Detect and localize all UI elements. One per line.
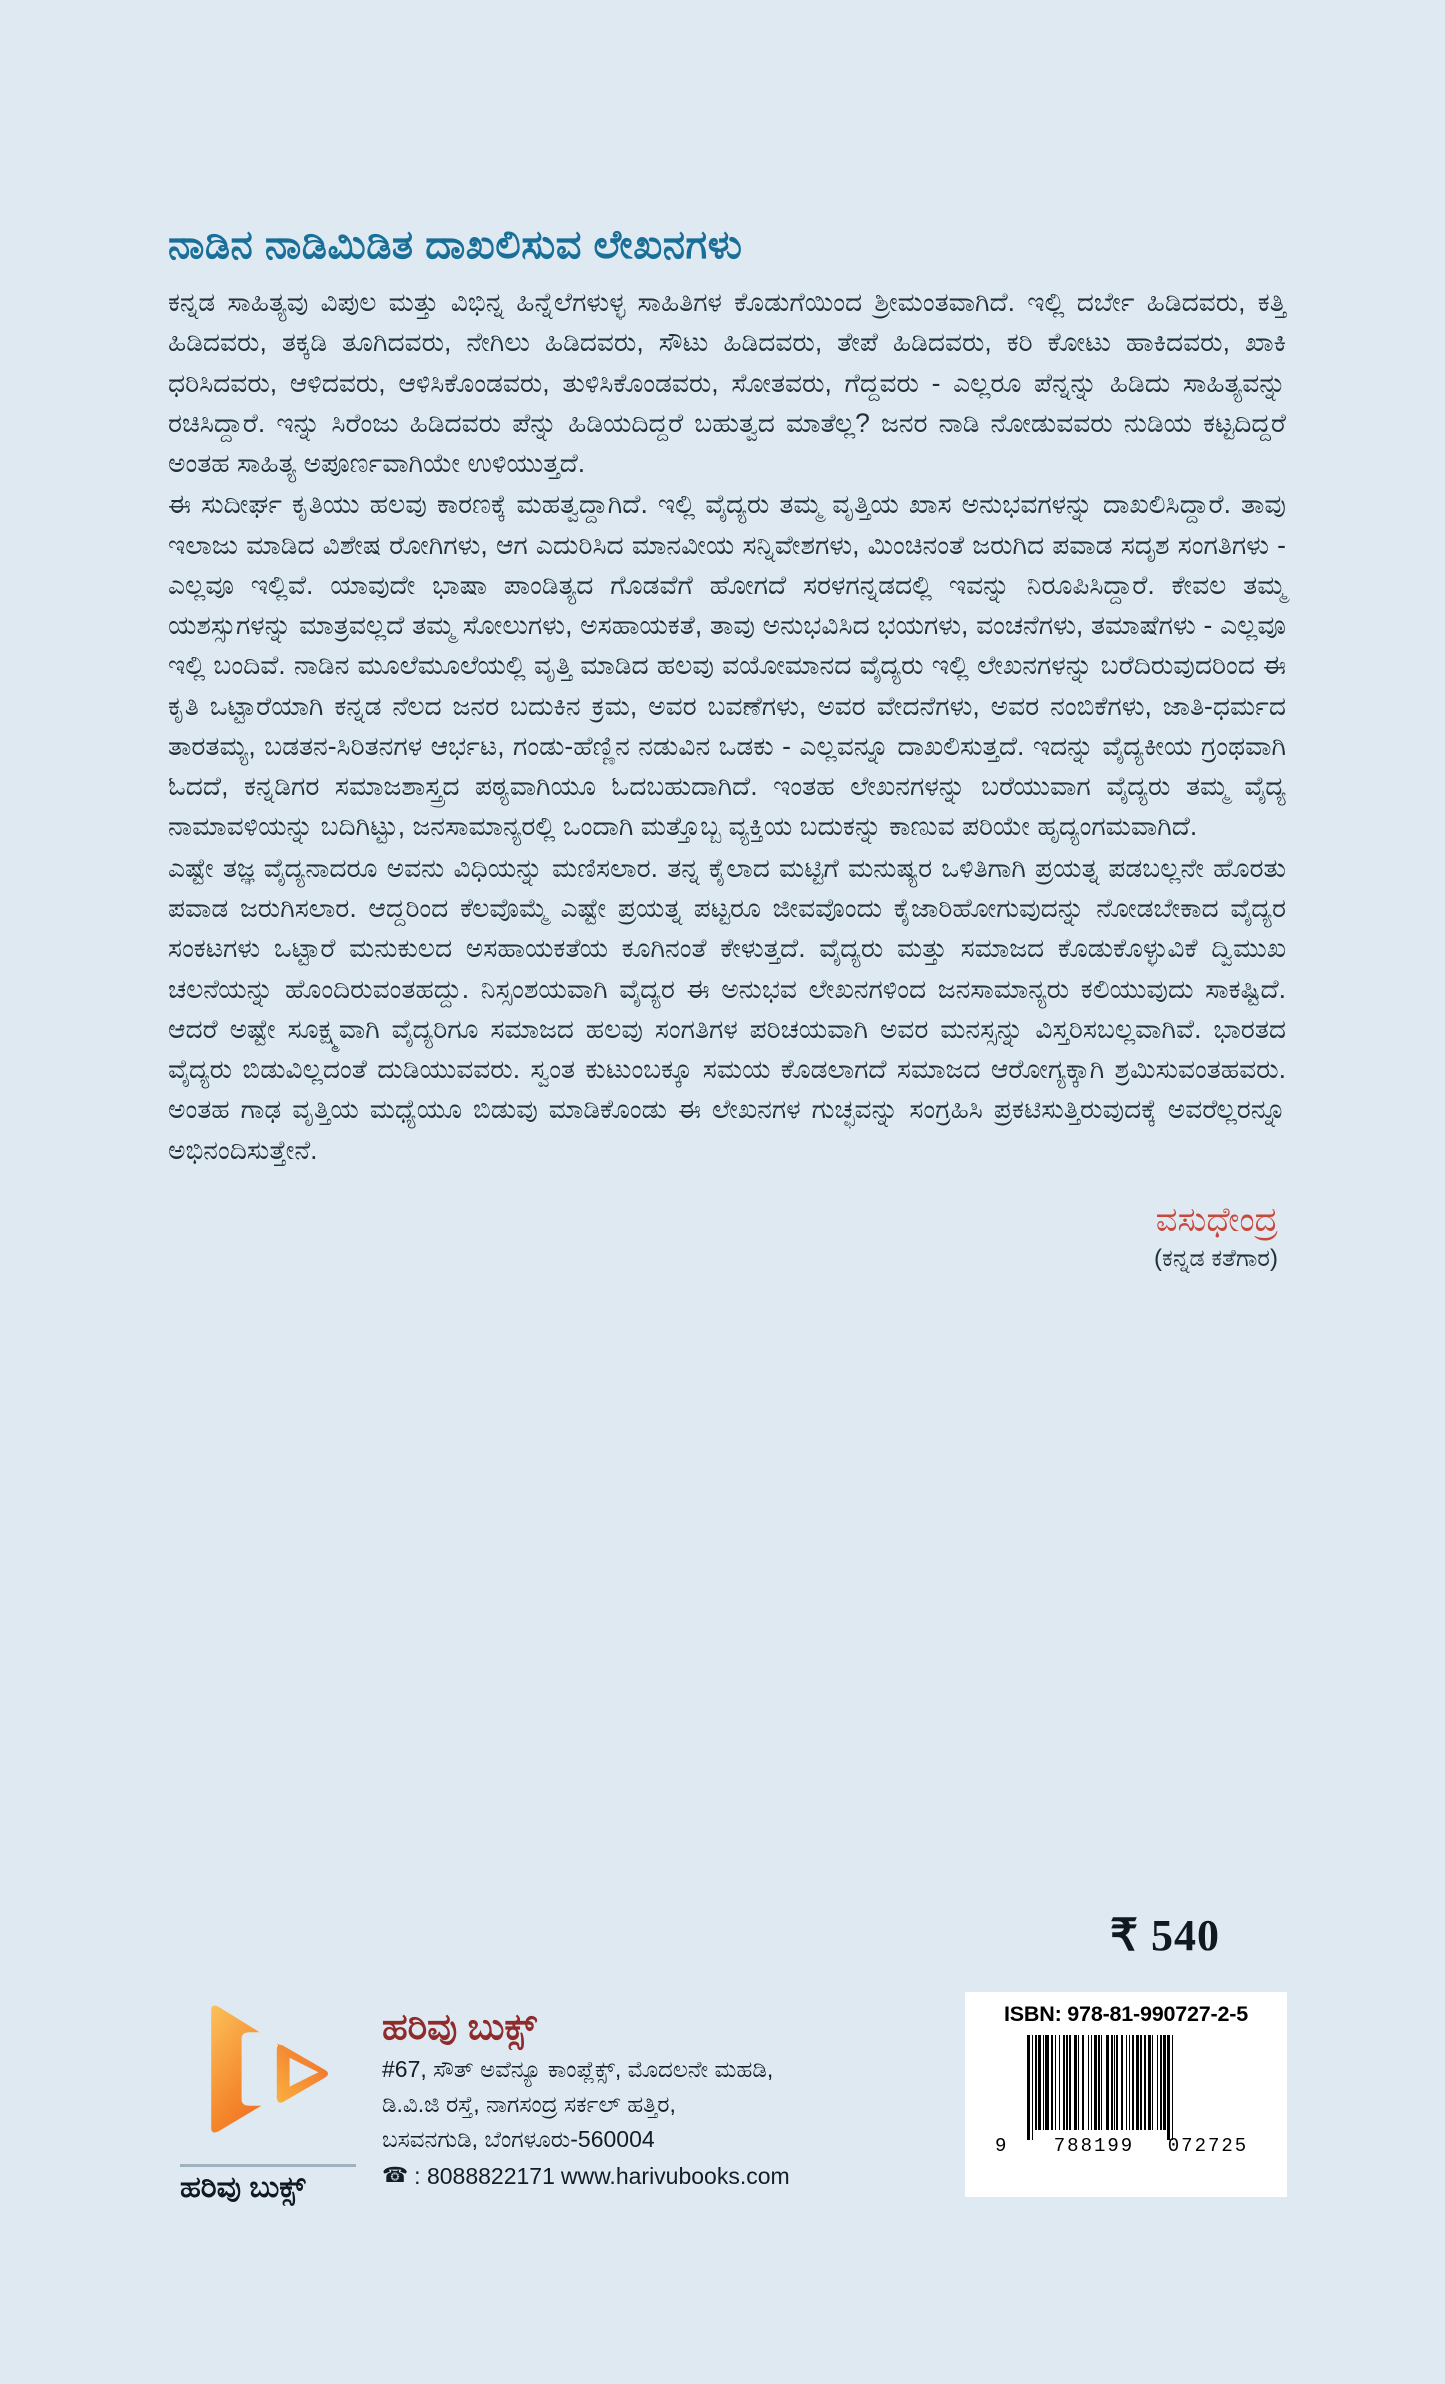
isbn-number: ISBN: 978-81-990727-2-5 xyxy=(1004,2002,1248,2026)
barcode-digit-group-2: 072725 xyxy=(1167,2135,1249,2157)
blurb-section xyxy=(168,222,1286,1274)
harivu-books-logo-icon xyxy=(192,1989,352,2149)
blurb-paragraph-3: ಎಷ್ಟೇ ತಜ್ಞ ವೈದ್ಯನಾದರೂ ಅವನು ವಿಧಿಯನ್ನು ಮಣಿಸಲಾರ. ತನ್ನ ಕೈಲಾದ ಮಟ್ಟಿಗೆ ಮನುಷ್ಯರ ಒಳಿತಿಗಾಗಿ ಪ್ರಯತ್ನ ಪಡಬಲ್ಲನೇ ಹೊರತು ಪವಾಡ ಜರುಗಿಸಲಾರ. ಆದ್ದರಿಂದ ಕೆಲವೊಮ್ಮೆ ಎಷ್ಟೇ ಪ್ರಯತ್ನ ಪಟ್ಟರೂ ಜೀವವೊಂದು ಕೈಜಾರಿಹೋಗುವುದನ್ನು ನೋಡಬೇಕಾದ ವೈದ್ಯರ ಸಂಕಟಗಳು ಒಟ್ಟಾರೆ ಮನುಕುಲದ ಅಸಹಾಯಕತೆಯ ಕೂಗಿನಂತೆ ಕೇಳುತ್ತದೆ. ವೈದ್ಯರು ಮತ್ತು ಸಮಾಜದ ಕೊಡುಕೊಳ್ಳುವಿಕೆ ದ್ವಿಮುಖ ಚಲನೆಯನ್ನು ಹೊಂದಿರುವಂತಹದ್ದು. ನಿಸ್ಸಂಶಯವಾಗಿ ವೈದ್ಯರ ಈ ಅನುಭವ ಲೇಖನಗಳಿಂದ ಜನಸಾಮಾನ್ಯರು ಕಲಿಯುವುದು ಸಾಕಷ್ಟಿದೆ. ಆದರೆ ಅಷ್ಟೇ ಸೂಕ್ಷ್ಮವಾಗಿ ವೈದ್ಯರಿಗೂ ಸಮಾಜದ ಹಲವು ಸಂಗತಿಗಳ ಪರಿಚಯವಾಗಿ ಅವರ ಮನಸ್ಸನ್ನು ವಿಸ್ತರಿಸಬಲ್ಲವಾಗಿವೆ. ಭಾರತದ ವೈದ್ಯರು ಬಿಡುವಿಲ್ಲದಂತೆ ದುಡಿಯುವವರು. ಸ್ವಂತ ಕುಟುಂಬಕ್ಕೂ ಸಮಯ ಕೊಡಲಾಗದೆ ಸಮಾಜದ ಆರೋಗ್ಯಕ್ಕಾಗಿ ಶ್ರಮಿಸುವಂತಹವರು. ಅಂತಹ ಗಾಢ ವೃತ್ತಿಯ ಮಧ್ಯೆಯೂ ಬಿಡುವು ಮಾಡಿಕೊಂಡು ಈ ಲೇಖನಗಳ ಗುಚ್ಛವನ್ನು ಸಂಗ್ರಹಿಸಿ ಪ್ರಕಟಿಸುತ್ತಿರುವುದಕ್ಕೆ ಅವರೆಲ್ಲರನ್ನೂ ಅಭಿನಂದಿಸುತ್ತೇನೆ. xyxy=(168,852,1286,1165)
publisher-name: ಹರಿವು ಬುಕ್ಸ್ xyxy=(382,2006,537,2047)
publisher-logo-column xyxy=(176,1985,376,2203)
publisher-phone: : 8088822171 xyxy=(414,2162,555,2189)
cover-footer xyxy=(0,1910,1445,2240)
blurb-paragraph-2: ಈ ಸುದೀರ್ಘ ಕೃತಿಯು ಹಲವು ಕಾರಣಕ್ಕೆ ಮಹತ್ವದ್ದಾಗಿದೆ. ಇಲ್ಲಿ ವೈದ್ಯರು ತಮ್ಮ ವೃತ್ತಿಯ ಖಾಸ ಅನುಭವಗಳನ್ನು ದಾಖಲಿಸಿದ್ದಾರೆ. ತಾವು ಇಲಾಜು ಮಾಡಿದ ವಿಶೇಷ ರೋಗಿಗಳು, ಆಗ ಎದುರಿಸಿದ ಮಾನವೀಯ ಸನ್ನಿವೇಶಗಳು, ಮಿಂಚಿನಂತೆ ಜರುಗಿದ ಪವಾಡ ಸದೃಶ ಸಂಗತಿಗಳು - ಎಲ್ಲವೂ ಇಲ್ಲಿವೆ. ಯಾವುದೇ ಭಾಷಾ ಪಾಂಡಿತ್ಯದ ಗೊಡವೆಗೆ ಹೋಗದೆ ಸರಳಗನ್ನಡದಲ್ಲಿ ಇವನ್ನು ನಿರೂಪಿಸಿದ್ದಾರೆ. ಕೇವಲ ತಮ್ಮ ಯಶಸ್ಸುಗಳನ್ನು ಮಾತ್ರವಲ್ಲದೆ ತಮ್ಮ ಸೋಲುಗಳು, ಅಸಹಾಯಕತೆ, ತಾವು ಅನುಭವಿಸಿದ ಭಯಗಳು, ವಂಚನೆಗಳು, ತಮಾಷೆಗಳು - ಎಲ್ಲವೂ ಇಲ್ಲಿ ಬಂದಿವೆ. ನಾಡಿನ ಮೂಲೆಮೂಲೆಯಲ್ಲಿ ವೃತ್ತಿ ಮಾಡಿದ ಹಲವು ವಯೋಮಾನದ ವೈದ್ಯರು ಇಲ್ಲಿ ಲೇಖನಗಳನ್ನು ಬರೆದಿರುವುದರಿಂದ ಈ ಕೃತಿ ಒಟ್ಟಾರೆಯಾಗಿ ಕನ್ನಡ ನೆಲದ ಜನರ ಬದುಕಿನ ಕ್ರಮ, ಅವರ ಬವಣೆಗಳು, ಅವರ ವೇದನೆಗಳು, ಅವರ ನಂಬಿಕೆಗಳು, ಜಾತಿ-ಧರ್ಮದ ತಾರತಮ್ಯ, ಬಡತನ-ಸಿರಿತನಗಳ ಆರ್ಭಟ, ಗಂಡು-ಹೆಣ್ಣಿನ ನಡುವಿನ ಒಡಕು - ಎಲ್ಲವನ್ನೂ ದಾಖಲಿಸುತ್ತದೆ. ಇದನ್ನು ವೈದ್ಯಕೀಯ ಗ್ರಂಥವಾಗಿ ಓದದೆ, ಕನ್ನಡಿಗರ ಸಮಾಜಶಾಸ್ತ್ರದ ಪಠ್ಯವಾಗಿಯೂ ಓದಬಹುದಾಗಿದೆ. ಇಂತಹ ಲೇಖನಗಳನ್ನು ಬರೆಯುವಾಗ ವೈದ್ಯರು ತಮ್ಮ ವೈದ್ಯ ನಾಮಾವಳಿಯನ್ನು ಬದಿಗಿಟ್ಟು, ಜನಸಾಮಾನ್ಯರಲ್ಲಿ ಒಂದಾಗಿ ಮತ್ತೊಬ್ಬ ವ್ಯಕ್ತಿಯ ಬದುಕನ್ನು ಕಾಣುವ ಪರಿಯೇ ಹೃದ್ಯಂಗಮವಾಗಿದೆ. xyxy=(168,489,1286,842)
signature-block xyxy=(168,1200,1286,1274)
logo-divider xyxy=(180,2164,356,2167)
blurb-paragraph-1: ಕನ್ನಡ ಸಾಹಿತ್ಯವು ವಿಪುಲ ಮತ್ತು ವಿಭಿನ್ನ ಹಿನ್ನೆಲೆಗಳುಳ್ಳ ಸಾಹಿತಿಗಳ ಕೊಡುಗೆಯಿಂದ ಶ್ರೀಮಂತವಾಗಿದೆ. ಇಲ್ಲಿ ದರ್ಬೇ ಹಿಡಿದವರು, ಕತ್ತಿ ಹಿಡಿದವರು, ತಕ್ಕಡಿ ತೂಗಿದವರು, ನೇಗಿಲು ಹಿಡಿದವರು, ಸೌಟು ಹಿಡಿದವರು, ತೇಪೆ ಹಿಡಿದವರು, ಕರಿ ಕೋಟು ಹಾಕಿದವರು, ಖಾಕಿ ಧರಿಸಿದವರು, ಆಳಿದವರು, ಆಳಿಸಿಕೊಂಡವರು, ತುಳಿಸಿಕೊಂಡವರು, ಸೋತವರು, ಗೆದ್ದವರು - ಎಲ್ಲರೂ ಪೆನ್ನನ್ನು ಹಿಡಿದು ಸಾಹಿತ್ಯವನ್ನು ರಚಿಸಿದ್ದಾರೆ. ಇನ್ನು ಸಿರೆಂಜು ಹಿಡಿದವರು ಪೆನ್ನು ಹಿಡಿಯದಿದ್ದರೆ ಬಹುತ್ವದ ಮಾತೆಲ್ಲ? ಜನರ ನಾಡಿ ನೋಡುವವರು ನುಡಿಯ ಕಟ್ಟದಿದ್ದರೆ ಅಂತಹ ಸಾಹಿತ್ಯ ಅಪೂರ್ಣವಾಗಿಯೇ ಉಳಿಯುತ್ತದೆ. xyxy=(168,287,1286,479)
barcode-bars xyxy=(1027,2035,1245,2140)
signature-author-role: (ಕನ್ನಡ ಕತೆಗಾರ) xyxy=(1154,1244,1278,1272)
barcode-digits xyxy=(991,2135,1267,2157)
publisher-address-line-2: ಡಿ.ವಿ.ಜಿ ರಸ್ತೆ, ನಾಗಸಂದ್ರ ಸರ್ಕಲ್ ಹತ್ತಿರ, xyxy=(382,2090,676,2117)
barcode xyxy=(965,2035,1287,2175)
publisher-details xyxy=(376,1985,790,2193)
phone-icon: ☎ xyxy=(382,2164,409,2188)
isbn-barcode-card xyxy=(965,1992,1287,2197)
barcode-digit-group-1: 788199 xyxy=(1053,2135,1135,2157)
blurb-headline: ನಾಡಿನ ನಾಡಿಮಿಡಿತ ದಾಖಲಿಸುವ ಲೇಖನಗಳು xyxy=(168,223,743,267)
publisher-block xyxy=(176,1985,956,2203)
signature-author-name: ವಸುಧೇಂದ್ರ xyxy=(1155,1200,1278,1239)
publisher-address-line-3: ಬಸವನಗುಡಿ, ಬೆಂಗಳೂರು-560004 xyxy=(382,2125,655,2152)
publisher-address-line-1: #67, ಸೌತ್ ಅವೆನ್ಯೂ ಕಾಂಪ್ಲೆಕ್ಸ್, ಮೊದಲನೇ ಮಹಡಿ, xyxy=(382,2055,774,2082)
price-label: ₹ 540 xyxy=(1110,1911,1220,1960)
barcode-digit-group-0: 9 xyxy=(995,2135,1007,2157)
logo-wordmark: ಹರಿವು ಬುಕ್ಸ್ xyxy=(180,2171,306,2204)
publisher-website: www.harivubooks.com xyxy=(560,2162,790,2189)
publisher-contact xyxy=(382,2159,790,2194)
